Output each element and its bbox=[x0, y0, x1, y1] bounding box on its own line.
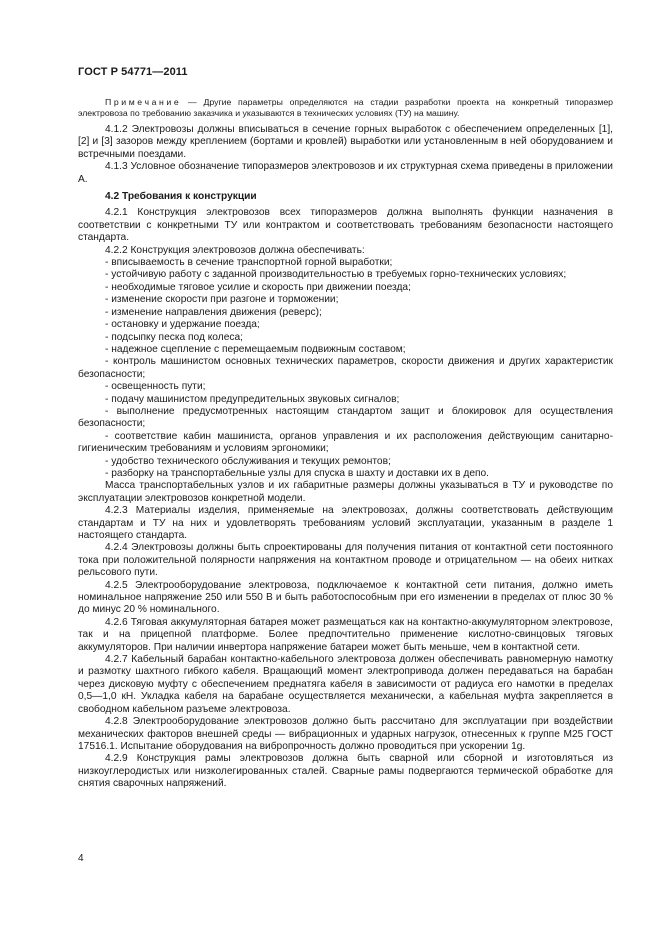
list-item: - выполнение предусмотренных настоящим стандартом защит и блокировок для осуществления безопасности; bbox=[78, 405, 613, 430]
list-item: - подсыпку песка под колеса; bbox=[105, 331, 243, 343]
list-item: - устойчивую работу с заданной производительностью в требуемых горно-технических условиях; bbox=[105, 269, 567, 281]
list-item: - подачу машинистом предупредительных звуковых сигналов; bbox=[105, 393, 400, 405]
paragraph-mass: Масса транспортабельных узлов и их габаритные размеры должны указываться в ТУ и руководстве по эксплуатации электровозов конкретной модели. bbox=[78, 480, 613, 504]
list-item: - изменение скорости при разгоне и торможении; bbox=[105, 294, 339, 306]
list-item: - соответствие кабин машиниста, органов управления и их расположения действующим санитарно-гигиеническим требованиям и условиям эргономики; bbox=[78, 430, 613, 455]
paragraph-4-1-2: 4.1.2 Электровозы должны вписываться в сечение горных выработок с обеспечением определенных [1], [2] и [3] зазоров между креплением (бортами и кровлей) выработки или установленным в ней оборудованием и встречными поездами. bbox=[78, 124, 613, 160]
page-number: 4 bbox=[78, 853, 84, 864]
section-heading-4-2: 4.2 Требования к конструкции bbox=[105, 191, 257, 203]
list-item: - удобство технического обслуживания и текущих ремонтов; bbox=[105, 455, 391, 467]
paragraph-4-2-5: 4.2.5 Электрооборудование электровоза, подключаемое к контактной сети питания, должно иметь номинальное напряжение 250 или 550 В и быть работоспособным при его изменении в пределах от плюс 30 % до минус 20 % номинального. bbox=[78, 579, 613, 616]
list-item: - изменение направления движения (реверс); bbox=[105, 306, 322, 318]
note-paragraph bbox=[78, 97, 613, 119]
list-item: - необходимые тяговое усилие и скорость при движении поезда; bbox=[105, 281, 411, 293]
list-item: - контроль машинистом основных технических параметров, скорости движения и других характеристик безопасности; bbox=[78, 356, 613, 380]
paragraph-4-2-6: 4.2.6 Тяговая аккумуляторная батарея может размещаться как на контактно-аккумуляторном электровозе, так и на прицепной платформе. Более предпочтительно применение кислотно-свинцовых тяговых аккумуляторов. При наличии инвертора напряжение батареи может быть меньше, чем в контактной сети. bbox=[78, 616, 613, 653]
paragraph-4-2-9: 4.2.9 Конструкция рамы электровозов должна быть сварной или сборной и изготовляться из низкоуглеродистых или низколегированных сталей. Сварные рамы подвергаются термической обработке для снятия сварочных напряжений. bbox=[78, 753, 613, 790]
list-item: - остановку и удержание поезда; bbox=[105, 319, 260, 331]
list-item: - вписываемость в сечение транспортной горной выработки; bbox=[105, 257, 393, 269]
paragraph-4-2-3: 4.2.3 Материалы изделия, применяемые на электровозах, должны соответствовать действующим стандартам и ТУ на них и удовлетворять требованиям условий эксплуатации, указанным в разделе 1 настоящего стандарта. bbox=[78, 505, 613, 541]
note-label: Примечание bbox=[105, 97, 182, 107]
paragraph-4-1-3: 4.1.3 Условное обозначение типоразмеров электровозов и их структурная схема приведены в приложении А. bbox=[78, 161, 613, 185]
requirements-list bbox=[78, 257, 613, 480]
paragraph-4-2-8: 4.2.8 Электрооборудование электровозов должно быть рассчитано для эксплуатации при воздействии механических факторов внешней среды — вибрационных и ударных нагрузок, отнесенных к группе М25 ГОСТ 17516.1. Испытание оборудования на вибропрочность должно проводиться при ускорении 1g. bbox=[78, 716, 613, 752]
note-text: — Другие параметры определяются на стадии разработки проекта на конкретный типоразмер электровоза по требованию заказчика и указываются в технических условиях (ТУ) на машину. bbox=[78, 97, 613, 118]
page-content bbox=[78, 97, 613, 791]
list-item: - освещенность пути; bbox=[105, 381, 206, 393]
list-item: - надежное сцепление с перемещаемым подвижным составом; bbox=[105, 343, 406, 355]
document-header: ГОСТ Р 54771—2011 bbox=[78, 66, 188, 78]
list-item: - разборку на транспортабельные узлы для спуска в шахту и доставки их в депо. bbox=[105, 467, 490, 479]
paragraph-4-2-7: 4.2.7 Кабельный барабан контактно-кабельного электровоза должен обеспечивать равномерную намотку и размотку шахтного гибкого кабеля. Вращающий момент электропривода должен передаваться на барабан через дисковую муфту с обеспечением преднатяга кабеля в зависимости от радиуса его намотки в пределах 0,5—1,0 кН. Укладка кабеля на барабане осуществляется механически, а кабельная муфта закрепляется в свободном кабельном разъеме электровоза. bbox=[78, 654, 613, 715]
paragraph-4-2-1: 4.2.1 Конструкция электровозов всех типоразмеров должна выполнять функции назначения в соответствии с конкретными ТУ или контрактом и соответствовать требованиям безопасности настоящего стандарта. bbox=[78, 207, 613, 244]
paragraph-4-2-2: 4.2.2 Конструкция электровозов должна обеспечивать: bbox=[105, 244, 365, 256]
paragraph-4-2-4: 4.2.4 Электровозы должны быть спроектированы для получения питания от контактной сети постоянного тока при положительной полярности напряжения на контактном проводе и отрицательном — на обеих нитках рельсового пути. bbox=[78, 542, 613, 579]
